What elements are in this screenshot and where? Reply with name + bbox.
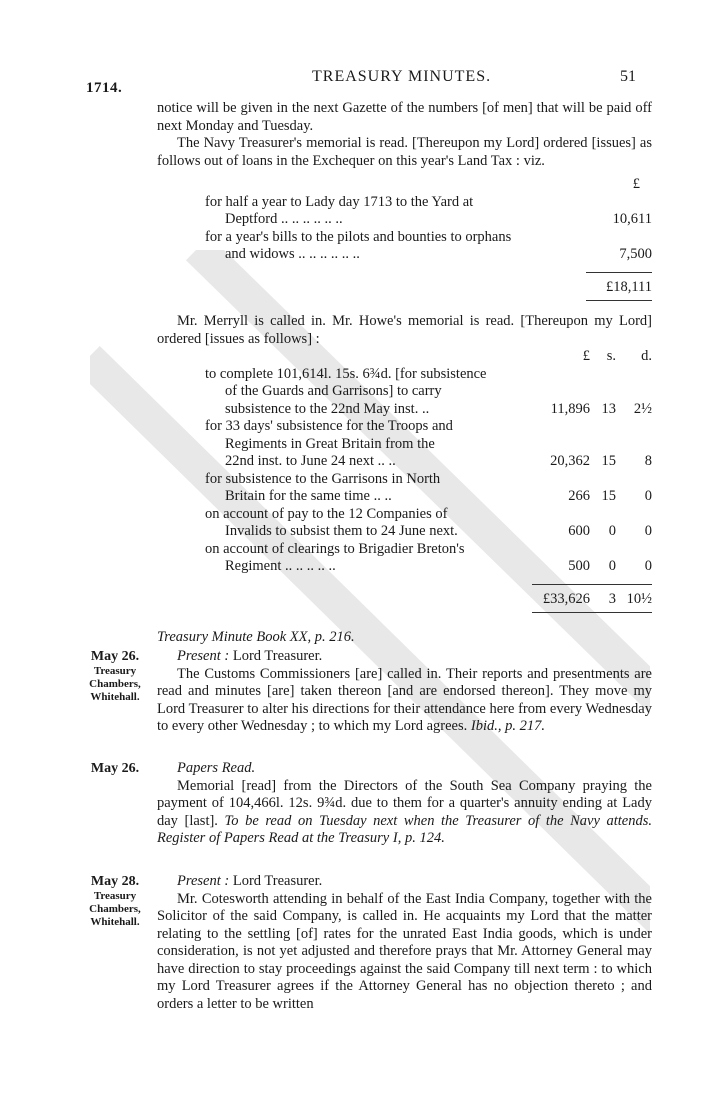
row-label: of the Guards and Garrisons] to carry [225, 383, 442, 399]
entry-margin [78, 760, 152, 777]
reference: Treasury Minute Book XX, p. 216. [157, 629, 355, 645]
row-label: for 33 days' subsistence for the Troops and [205, 418, 453, 434]
paragraph: notice will be given in the next Gazette of the numbers [of men] that will be paid off next Monday and Tuesday. [157, 100, 652, 134]
row-amount: 10,611 [612, 211, 652, 227]
entry-note: To be read on Tuesday next when the Treasurer of the Navy attends. Register of Papers Read at the Treasury I, p. 124. [157, 812, 653, 846]
row-pounds: 11,896 [550, 400, 590, 417]
row-pence: 0 [644, 523, 652, 539]
table-row [157, 418, 652, 471]
row-shillings: 15 [601, 488, 616, 504]
present-label: Present : [177, 648, 230, 664]
entry-margin [78, 873, 152, 929]
entry-text: Mr. Cotesworth attending in behalf of the East India Company, together with the Solicitor of the said Company, is called in. He acquaints my Lord that the matter relating to the settling [of] rates for the unrated East India goods, which is under consideration, is not yet adjusted and therefore prays that Mr. Attorney General may have direction to stay proceedings against the said Company till next term : to which my Lord Treasurer agrees if the Attorney General has no objection thereto ; and orders a letter to be written [157, 890, 652, 1012]
margin-year: 1714. [86, 80, 123, 96]
row-label: Regiment .. .. .. .. .. [225, 558, 336, 574]
row-label: Britain for the same time .. .. [225, 488, 392, 504]
row-label: for subsistence to the Garrisons in North [205, 470, 441, 487]
entry-place: Treasury [93, 890, 137, 902]
entry-body [157, 648, 652, 736]
present-label: Present : [177, 873, 230, 889]
row-label: on account of pay to the 12 Companies of [205, 505, 448, 522]
entry-heading: Papers Read. [177, 760, 256, 776]
row-shillings: 15 [601, 453, 616, 469]
table-row [157, 194, 652, 229]
entry-place: Whitehall. [90, 691, 140, 703]
row-pounds: 266 [568, 488, 590, 504]
total-rule [532, 612, 652, 613]
reference: Ibid., p. 217. [470, 718, 545, 734]
total-pence: 10½ [626, 590, 652, 607]
body-part-1 [157, 100, 652, 647]
row-pounds: 20,362 [550, 453, 590, 469]
page-number: 51 [620, 68, 636, 85]
entry-place: Chambers, [89, 903, 141, 915]
row-shillings: 0 [608, 523, 616, 539]
total-shillings: 3 [608, 590, 616, 607]
header-pence: d. [641, 348, 652, 364]
column-headers [157, 348, 652, 366]
entry-text: The Customs Commissioners [are] called in. Their reports and presentments are read and minutes [are] taken thereon [and are endorsed thereon]. They move my Lord Treasurer to alter his directions for their attendance here from every Wednesday to every other Wednesday ; to which my Lord agrees. [157, 665, 652, 734]
header-pounds: £ [582, 348, 590, 364]
entry-text: Memorial [read] from the Directors of the South Sea Company praying the payment of 104,466l. 12s. 9¾d. due to them for a quarter's annuity ending at Lady day [last]. [157, 777, 652, 829]
table-row [157, 229, 652, 264]
row-label: to complete 101,614l. 15s. 6¾d. [for subsistence [205, 365, 487, 382]
paragraph: Mr. Merryll is called in. Mr. Howe's memorial is read. [Thereupon my Lord] ordered [issues as follows] : [157, 313, 652, 347]
row-label: for half a year to Lady day 1713 to the Yard at [205, 193, 474, 210]
entry-margin [78, 648, 152, 704]
entry-place: Whitehall. [90, 916, 140, 928]
total-pounds: £33,626 [542, 590, 590, 607]
row-pence: 8 [644, 453, 652, 469]
row-label: Deptford .. .. .. .. .. .. [225, 211, 343, 227]
row-label: subsistence to the 22nd May inst. .. [225, 400, 430, 417]
table-row [157, 506, 652, 541]
entry-place: Chambers, [89, 678, 141, 690]
entry-date: May 26. [90, 761, 140, 776]
row-pounds: 500 [568, 558, 590, 574]
paragraph: The Navy Treasurer's memorial is read. [Thereupon my Lord] ordered [issues] as follows out of loans in the Exchequer on this year's Land Tax : viz. [157, 135, 652, 169]
table-row [157, 471, 652, 506]
row-label: 22nd inst. to June 24 next .. .. [225, 453, 396, 469]
entry-body [157, 760, 652, 848]
row-pence: 0 [644, 558, 652, 574]
row-pounds: 600 [568, 523, 590, 539]
row-shillings: 0 [608, 558, 616, 574]
present-value: Lord Treasurer. [232, 648, 323, 664]
row-label: for a year's bills to the pilots and bounties to orphans [205, 228, 512, 245]
table-row [157, 541, 652, 576]
header-shillings: s. [606, 348, 616, 364]
row-label: and widows .. .. .. .. .. .. [225, 246, 360, 262]
row-label: on account of clearings to Brigadier Breton's [205, 540, 465, 557]
running-head: TREASURY MINUTES. [312, 68, 492, 85]
present-value: Lord Treasurer. [232, 873, 323, 889]
table-row [157, 366, 652, 419]
row-amount: 7,500 [619, 246, 652, 262]
navy-issues-table [157, 176, 652, 301]
table-total [157, 585, 652, 609]
table-total: £18,111 [605, 278, 652, 295]
subsistence-table [157, 348, 652, 613]
row-label: Invalids to subsist them to 24 June next. [225, 523, 458, 539]
currency-header: £ [632, 176, 640, 192]
row-label: Regiments in Great Britain from the [225, 435, 435, 452]
row-shillings: 13 [601, 400, 616, 417]
entry-place: Treasury [93, 665, 137, 677]
total-rule [586, 300, 652, 301]
entry-date: May 28. [90, 874, 140, 889]
entry-date: May 26. [90, 649, 140, 664]
entry-body [157, 873, 652, 1013]
row-pence: 0 [644, 488, 652, 504]
row-pence: 2½ [633, 400, 652, 417]
